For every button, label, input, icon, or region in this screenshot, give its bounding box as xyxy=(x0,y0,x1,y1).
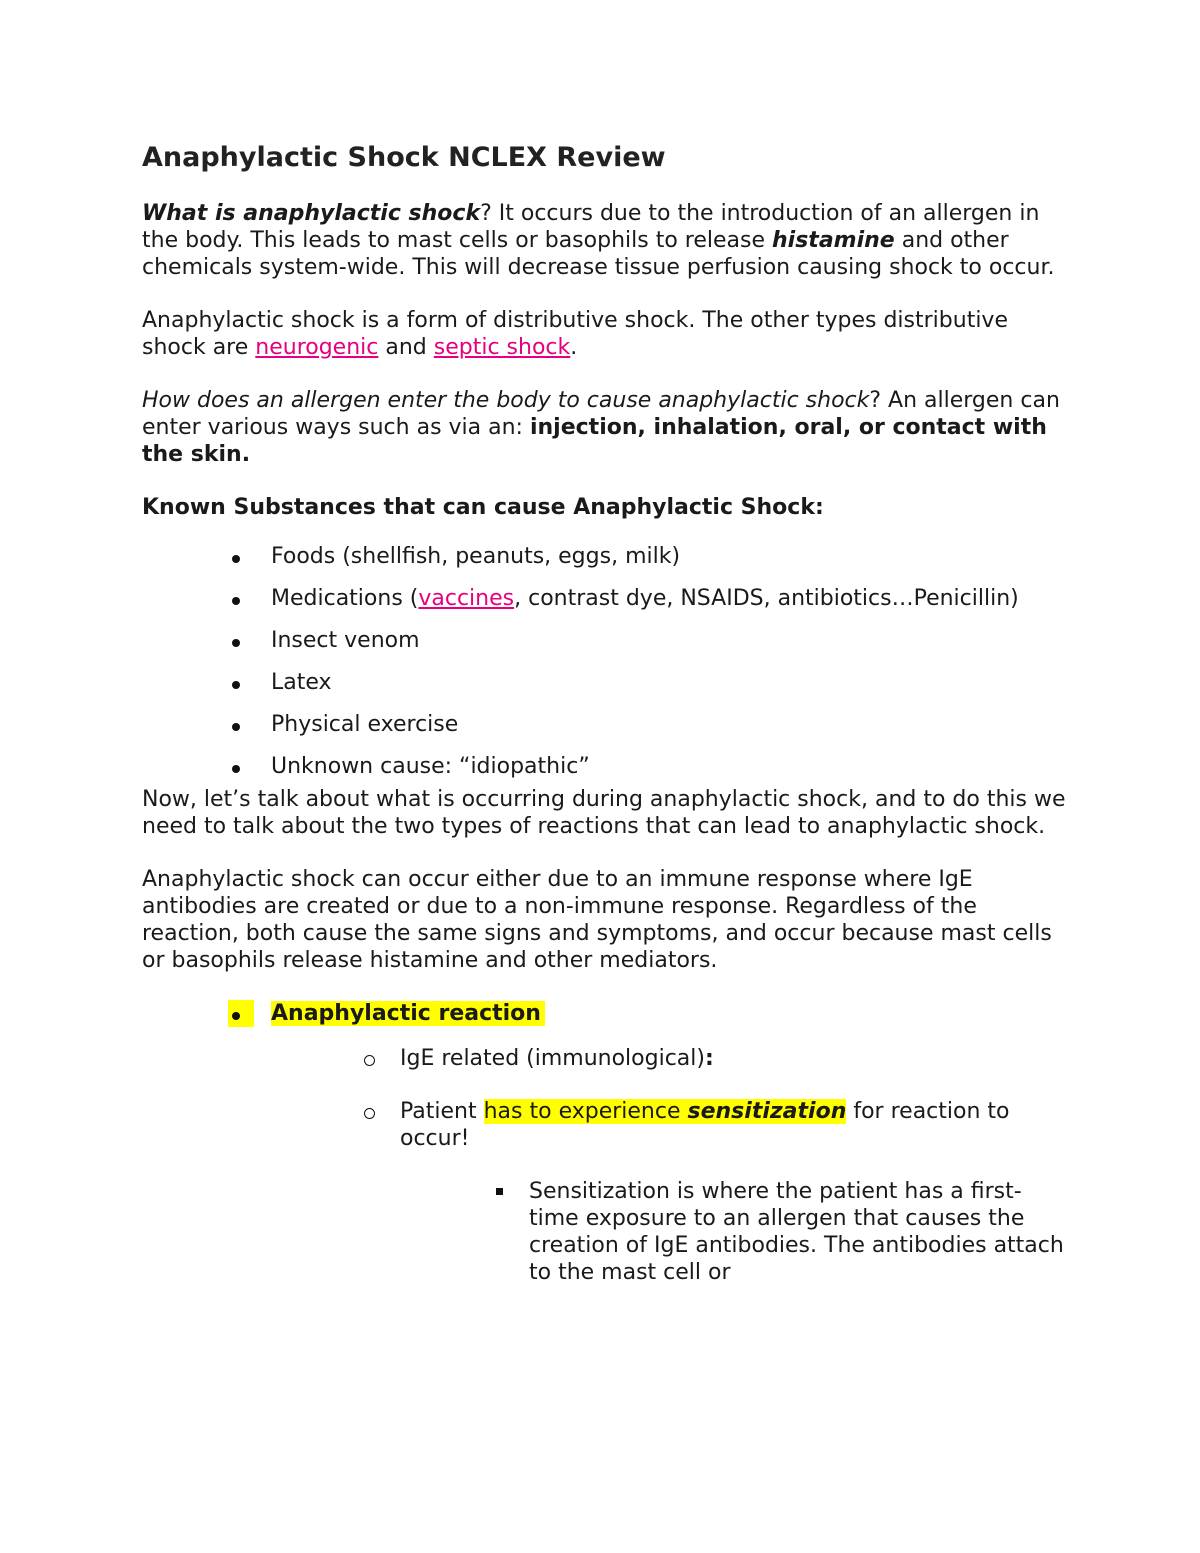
substances-heading: Known Substances that can cause Anaphylactic Shock: xyxy=(142,495,824,520)
link-neurogenic[interactable]: neurogenic xyxy=(255,335,379,360)
list-item-text: Medications ( xyxy=(271,586,419,611)
list-item xyxy=(142,543,1067,570)
paragraph-allergen-entry xyxy=(142,387,1067,468)
bullet-dot-icon xyxy=(232,543,240,570)
list-item xyxy=(142,669,1067,696)
list-item-text: : xyxy=(704,1046,714,1071)
bullet-dot-icon xyxy=(232,753,240,780)
list-item xyxy=(142,1178,1067,1286)
list-item xyxy=(142,1045,1067,1072)
list-item-text: for reaction to occur! xyxy=(400,1099,1010,1151)
paragraph-text: ? An allergen can enter various ways such as via an: xyxy=(142,388,1060,440)
list-item-text: Sensitization is where the patient has a first-time exposure to an allergen that causes the creation of IgE antibodies. The antibodies attach to the mast cell or xyxy=(529,1179,1064,1285)
list-item-text: Unknown cause: “idiopathic” xyxy=(271,754,590,779)
reaction-heading: Anaphylactic reaction xyxy=(271,1001,545,1026)
list-item-text: , contrast dye, NSAIDS, antibiotics…Penicillin) xyxy=(514,586,1019,611)
bullet-square-icon xyxy=(496,1178,503,1205)
list-item xyxy=(142,585,1067,612)
histamine-term: histamine xyxy=(772,228,895,253)
substances-list xyxy=(142,543,1067,780)
paragraph-now: Now, let’s talk about what is occurring during anaphylactic shock, and to do this we need to talk about the two types of reactions that can lead to anaphylactic shock. xyxy=(142,787,1066,839)
paragraph-distributive xyxy=(142,307,1067,361)
bullet-dot-icon xyxy=(228,1000,254,1027)
list-item-anaphylactic-reaction xyxy=(142,1000,1067,1027)
bullet-dot-icon xyxy=(232,585,240,612)
link-septic-shock[interactable]: septic shock xyxy=(433,335,571,360)
reaction-list xyxy=(142,1000,1067,1027)
list-item-text: Latex xyxy=(271,670,332,695)
highlighted-text: has to experience xyxy=(483,1099,688,1124)
document-content xyxy=(142,140,1067,1286)
paragraph-what-is xyxy=(142,200,1067,281)
list-item xyxy=(142,711,1067,738)
reaction-sublist xyxy=(142,1045,1067,1152)
link-vaccines[interactable]: vaccines xyxy=(418,586,515,611)
sensitization-term: sensitization xyxy=(687,1099,847,1124)
paragraph-text: ? It occurs due to the introduction of an allergen in the body. This leads to mast cells or basophils to release xyxy=(142,201,1040,253)
bullet-ring-icon xyxy=(364,1098,375,1126)
list-item xyxy=(142,627,1067,654)
paragraph-immune-response: Anaphylactic shock can occur either due to an immune response where IgE antibodies are created or due to a non-immune response. Regardless of the reaction, both cause the same signs and symptoms, and occur because mast cells or basophils release histamine and other mediators. xyxy=(142,867,1052,973)
page-title: Anaphylactic Shock NCLEX Review xyxy=(142,142,666,173)
bullet-ring-icon xyxy=(364,1045,375,1073)
question-allergen-entry: How does an allergen enter the body to cause anaphylactic shock xyxy=(142,388,870,413)
question-what-is: What is anaphylactic shock xyxy=(142,201,481,226)
bullet-dot-icon xyxy=(232,669,240,696)
list-item xyxy=(142,753,1067,780)
paragraph-text: Anaphylactic shock is a form of distributive shock. The other types distributive shock are xyxy=(142,308,1008,360)
paragraph-text: and other chemicals system-wide. This will decrease tissue perfusion causing shock to occur. xyxy=(142,228,1055,280)
paragraph-text: and xyxy=(378,335,434,360)
entry-routes: injection, inhalation, oral, or contact with the skin. xyxy=(142,415,1047,467)
list-item-text: Physical exercise xyxy=(271,712,459,737)
bullet-dot-icon xyxy=(232,627,240,654)
paragraph-text: . xyxy=(570,335,578,360)
sensitization-sublist xyxy=(142,1178,1067,1286)
bullet-dot-icon xyxy=(232,711,240,738)
list-item-text: Foods (shellfish, peanuts, eggs, milk) xyxy=(271,544,681,569)
list-item-text: Patient xyxy=(400,1099,484,1124)
reaction-details xyxy=(142,1045,1067,1286)
list-item-text: IgE related (immunological) xyxy=(400,1046,705,1071)
list-item-text: Insect venom xyxy=(271,628,420,653)
list-item xyxy=(142,1098,1067,1152)
